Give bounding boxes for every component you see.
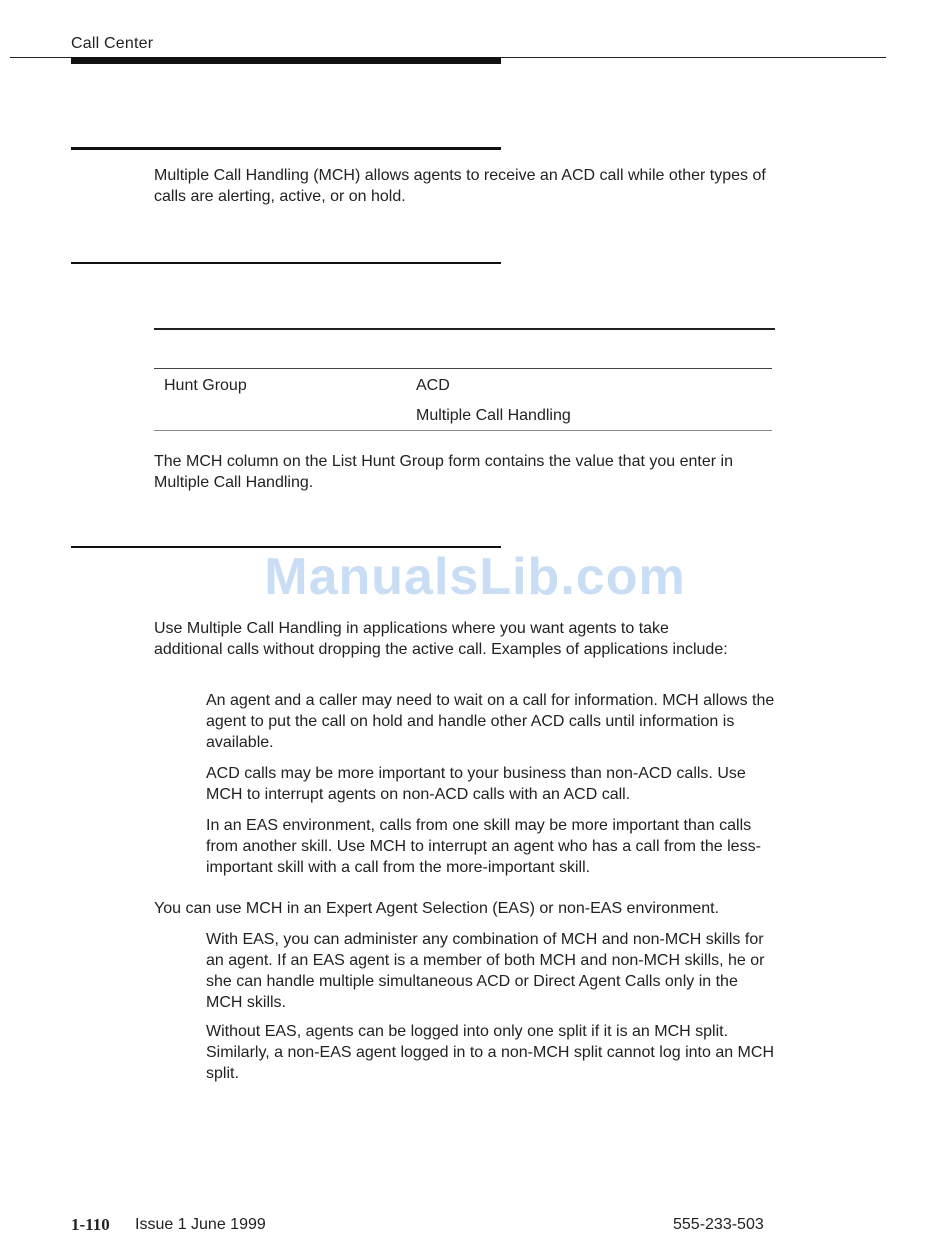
table-header-rule — [154, 368, 772, 369]
eas-intro-paragraph: You can use MCH in an Expert Agent Selection (EAS) or non-EAS environment. — [154, 900, 720, 917]
usage-example: In an EAS environment, calls from one skill may be more important than calls from another skill. Use MCH to interrupt an agent who has a call from the less-important skill with a call from the more-important skill. — [206, 817, 761, 876]
running-header: Call Center — [71, 35, 154, 52]
table-cell-field: ACD — [416, 377, 450, 394]
watermark: ManualsLib.com — [264, 548, 686, 606]
table-cell-field: Multiple Call Handling — [416, 407, 571, 424]
usage-intro-paragraph: Use Multiple Call Handling in applications where you want agents to take additional calls without dropping the active call. Examples of applications include: — [154, 620, 728, 658]
eas-item: With EAS, you can administer any combination of MCH and non-MCH skills for an agent. If an EAS agent is a member of both MCH and non-MCH skills, he or she can handle multiple simultaneous ACD or Direct Agent Calls only in the MCH skills. — [206, 931, 765, 1011]
document-number: 555-233-503 — [673, 1216, 764, 1233]
table-top-rule — [154, 328, 775, 330]
table-bottom-rule — [154, 430, 772, 431]
usage-example: An agent and a caller may need to wait on a call for information. MCH allows the agent to put the call on hold and handle other ACD calls until information is available. — [206, 692, 775, 751]
section-rule — [71, 262, 501, 264]
eas-item: Without EAS, agents can be logged into only one split if it is an MCH split. Similarly, a non-EAS agent logged in to a non-MCH split cannot log into an MCH split. — [206, 1023, 774, 1082]
issue-date: Issue 1 June 1999 — [135, 1216, 266, 1233]
table-cell-form: Hunt Group — [164, 377, 247, 394]
form-note-paragraph: The MCH column on the List Hunt Group form contains the value that you enter in Multiple Call Handling. — [154, 453, 733, 491]
intro-paragraph: Multiple Call Handling (MCH) allows agents to receive an ACD call while other types of calls are alerting, active, or on hold. — [154, 167, 766, 205]
usage-example: ACD calls may be more important to your business than non-ACD calls. Use MCH to interrupt agents on non-ACD calls with an ACD call. — [206, 765, 746, 803]
section-rule — [71, 147, 501, 150]
page-number: 1-110 — [71, 1215, 110, 1234]
header-bar — [71, 57, 501, 64]
